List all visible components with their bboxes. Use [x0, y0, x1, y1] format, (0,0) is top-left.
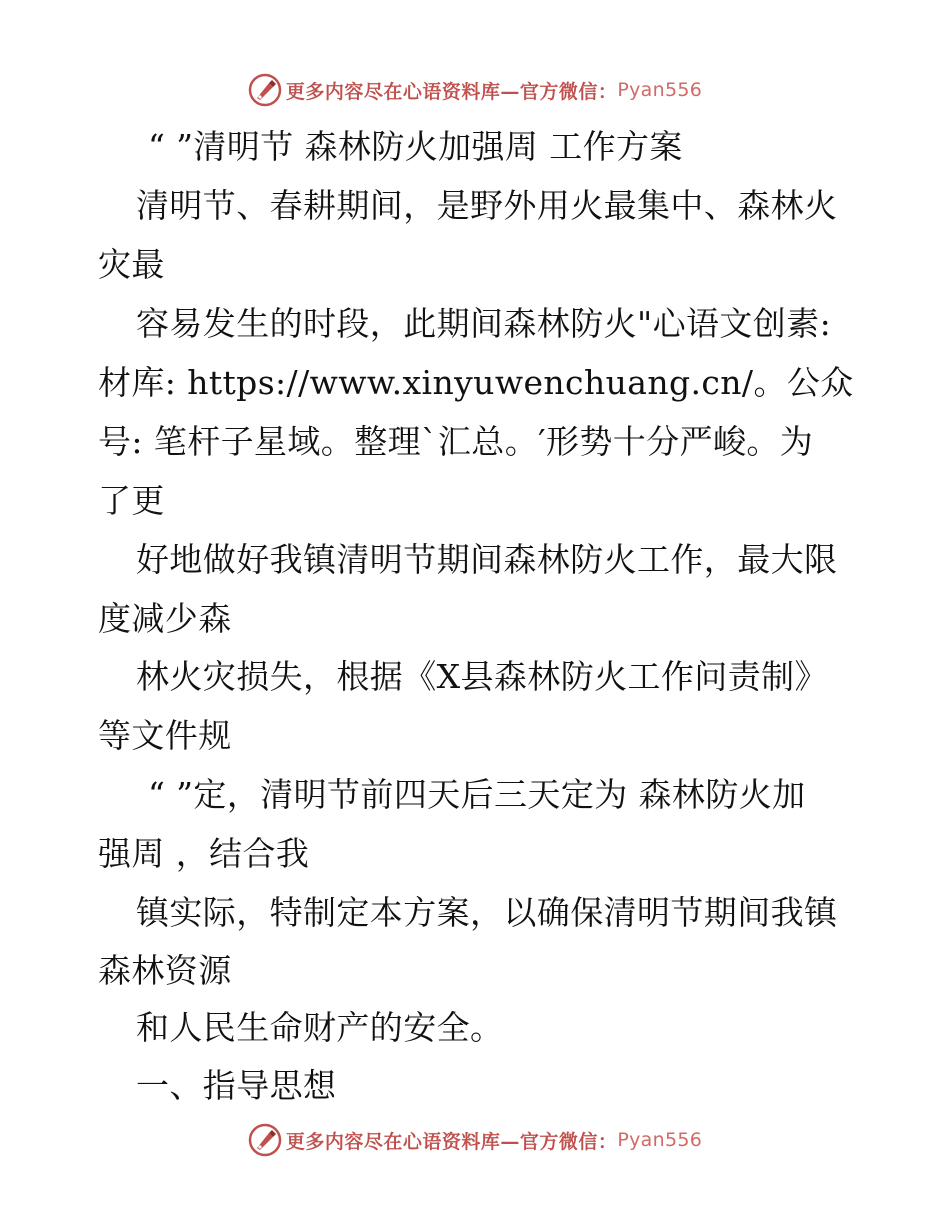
pen-logo-icon — [248, 1123, 282, 1157]
paragraph-line: 等文件规 — [98, 716, 232, 755]
paragraph-line: 林火灾损失，根据《X县森林防火工作问责制》 — [136, 657, 828, 696]
paragraph-line: 清明节、春耕期间，是野外用火最集中、森林火 — [136, 186, 838, 225]
footer-banner — [0, 1122, 950, 1158]
pen-logo-icon — [248, 73, 282, 107]
section-heading: 一、指导思想 — [136, 1066, 337, 1105]
paragraph-line: 度减少森 — [98, 599, 232, 638]
paragraph-line: 了更 — [98, 481, 165, 520]
banner-text: 更多内容尽在心语资料库—官方微信： — [285, 1130, 618, 1153]
paragraph-line: 镇实际，特制定本方案，以确保清明节期间我镇 — [136, 893, 838, 932]
banner-contact: Pyan556 — [617, 1129, 703, 1151]
banner-text: 更多内容尽在心语资料库—官方微信： — [285, 80, 618, 103]
paragraph-line: 强周 ，结合我 — [98, 834, 310, 873]
header-banner — [0, 72, 950, 108]
banner-contact: Pyan556 — [617, 79, 703, 101]
paragraph-line: 号: 笔杆子星域。整理`汇总。′形势十分严峻。为 — [98, 422, 814, 461]
paragraph-line: 好地做好我镇清明节期间森林防火工作，最大限 — [136, 540, 838, 579]
paragraph-line: “ ”定，清明节前四天后三天定为 森林防火加 — [148, 775, 806, 814]
paragraph-line: 材库: https://www.xinyuwenchuang.cn/。公众 — [98, 363, 854, 402]
paragraph-line: 灾最 — [98, 245, 165, 284]
paragraph-line: 容易发生的时段，此期间森林防火"心语文创素: — [136, 304, 832, 343]
paragraph-line: 森林资源 — [98, 951, 232, 990]
paragraph-line: 和人民生命财产的安全。 — [136, 1008, 504, 1047]
document-title: “ ”清明节 森林防火加强周 工作方案 — [148, 127, 683, 166]
